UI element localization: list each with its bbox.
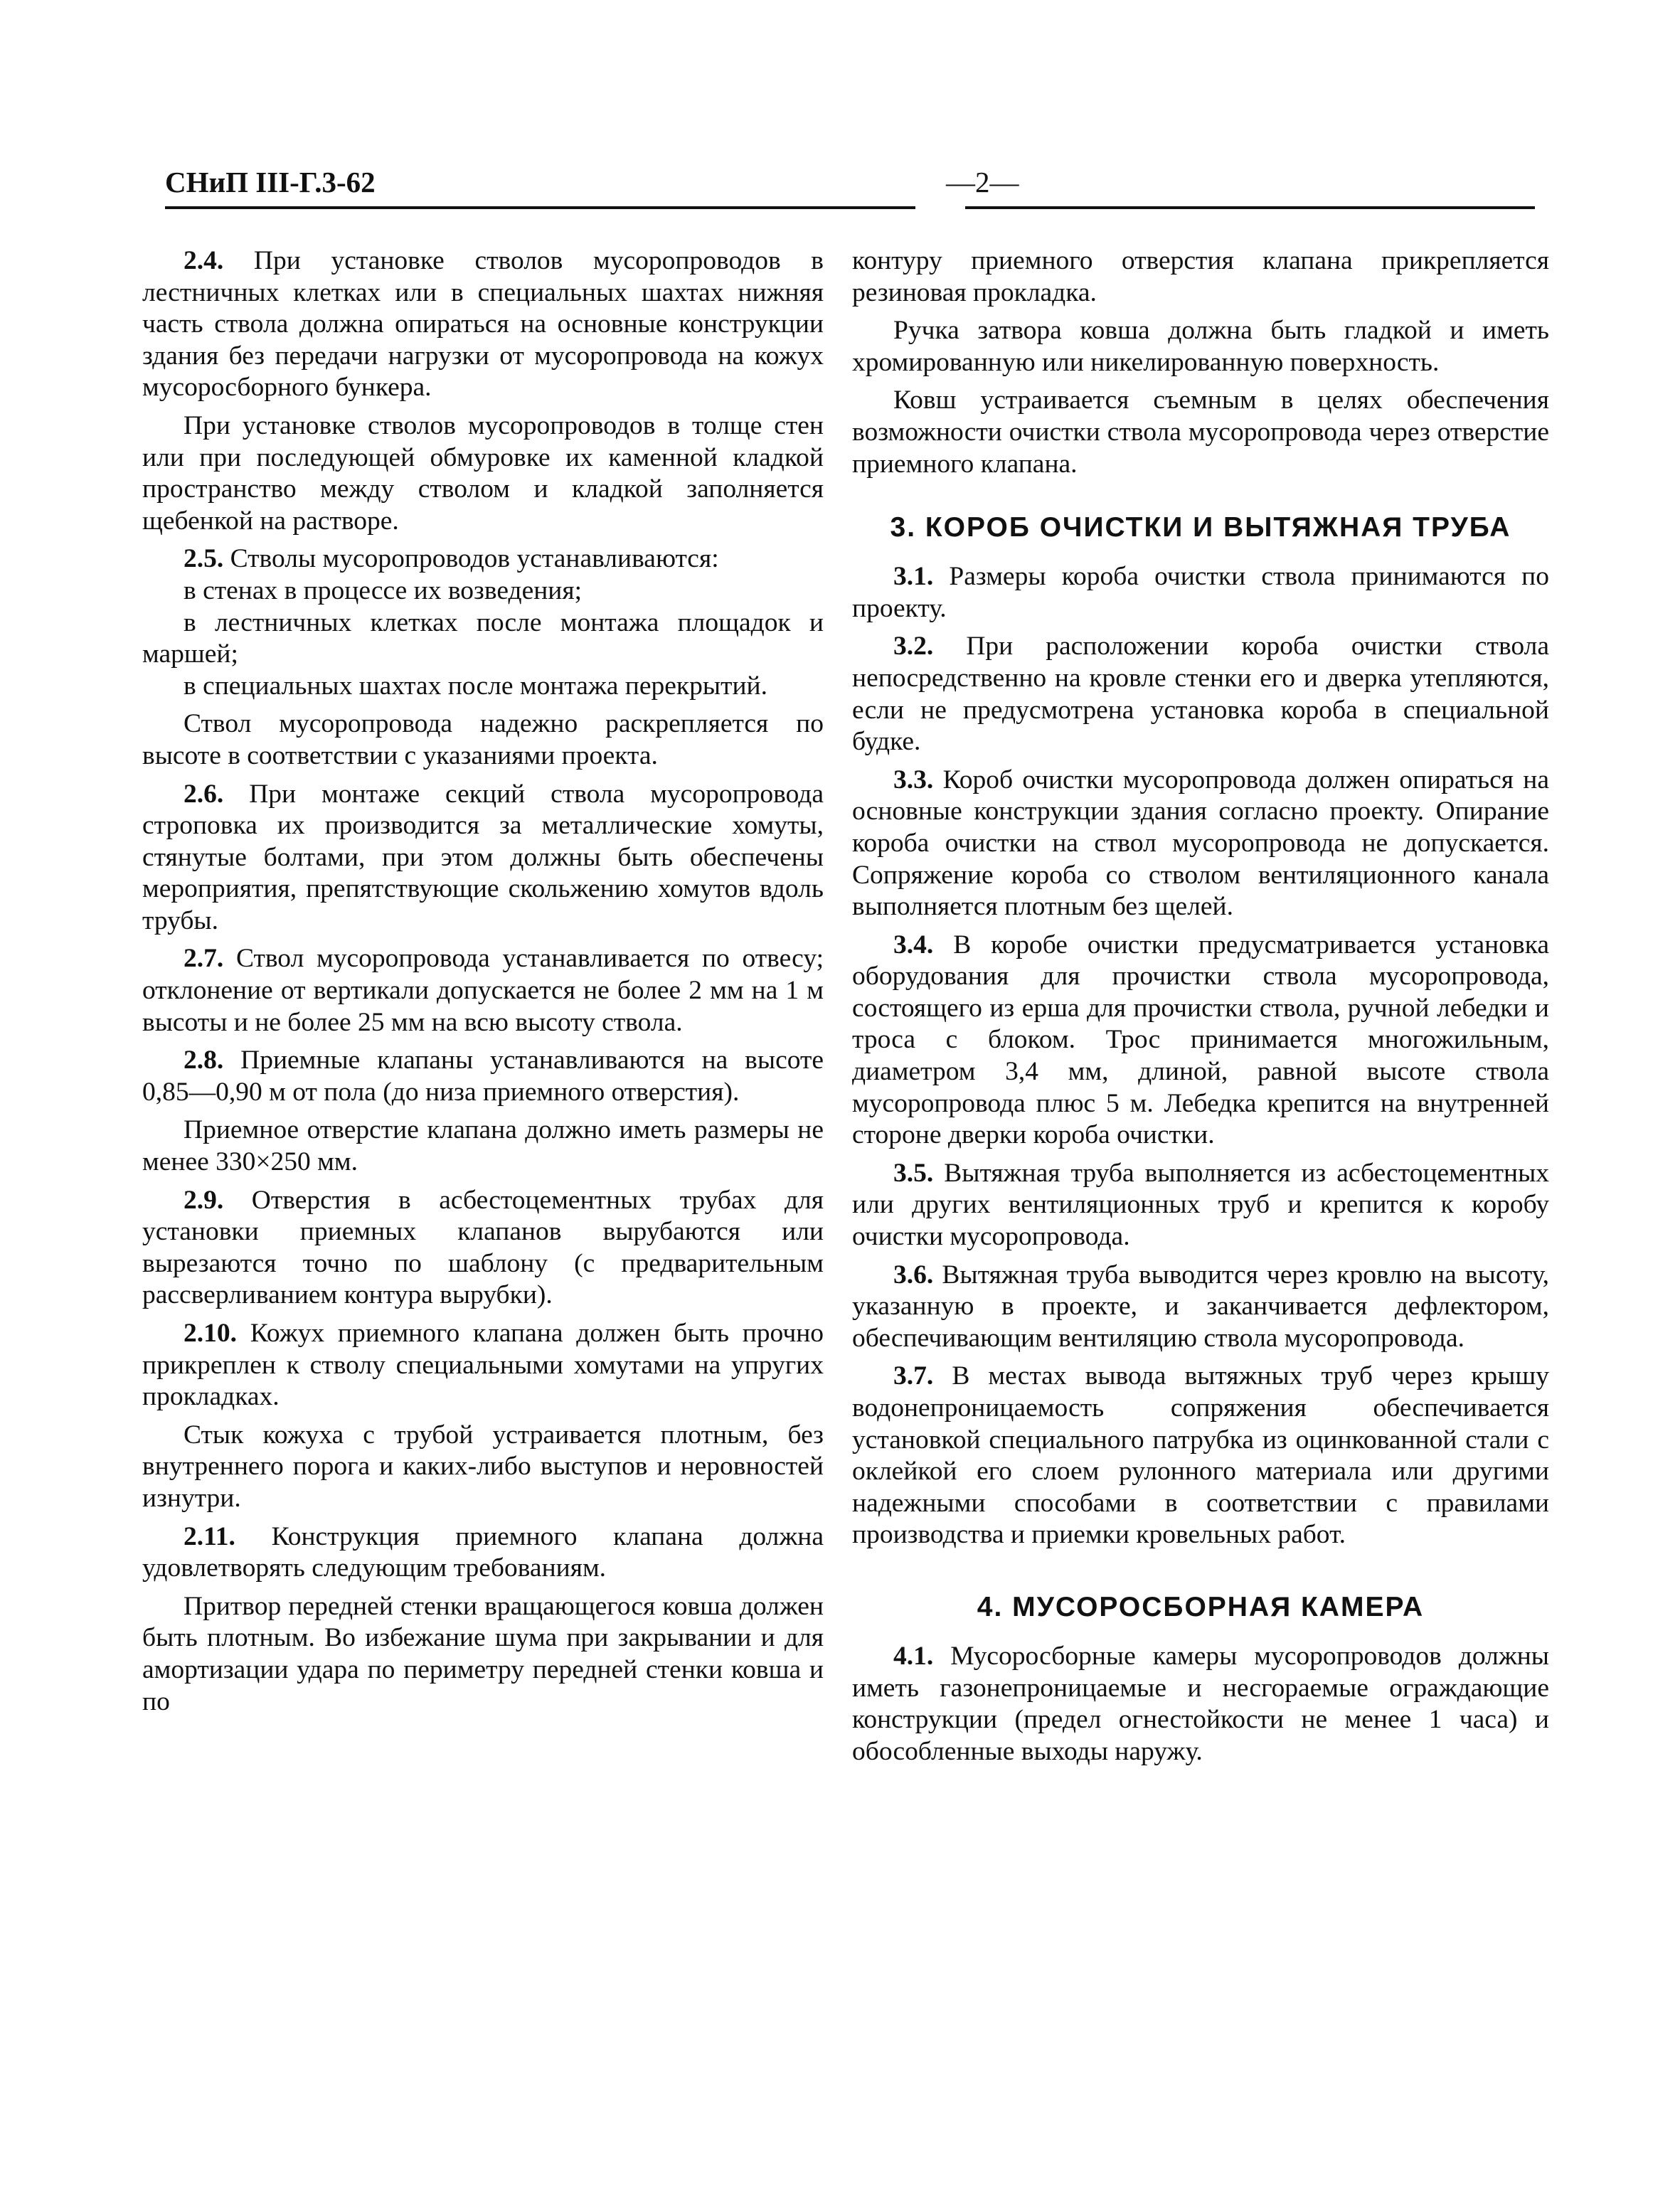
paragraph-2-4	[142, 245, 824, 404]
paragraph	[142, 1420, 824, 1515]
page-header	[165, 165, 1535, 215]
paragraph-number: 2.11.	[184, 1521, 235, 1551]
paragraph-text: Ручка затвора ковша должна быть гладкой и иметь хромированную или никелированную поверхность.	[852, 316, 1549, 377]
header-rule-left	[165, 206, 915, 209]
paragraph	[142, 1591, 824, 1718]
paragraph-text: Приемные клапаны устанавливаются на высоте 0,85—0,90 м от пола (до низа приемного отверстия).	[142, 1046, 824, 1107]
paragraph-text: Вытяжная труба выводится через кровлю на высоту, указанную в проекте, и заканчивается дефлектором, обеспечивающим вентиляцию ствола мусоропровода.	[852, 1260, 1549, 1353]
section-3-heading: 3. КОРОБ ОЧИСТКИ И ВЫТЯЖНАЯ ТРУБА	[890, 512, 1511, 543]
paragraph	[142, 1115, 824, 1178]
paragraph-text: в лестничных клетках после монтажа площадок и маршей;	[142, 607, 824, 669]
paragraph-2-7	[142, 943, 824, 1038]
paragraph-2-9	[142, 1185, 824, 1312]
paragraph-number: 3.7.	[893, 1361, 934, 1391]
paragraph-text: Притвор передней стенки вращающегося ковша должен быть плотным. Во избежание шума при закрывании и для амортизации удара по периметру передней стенки ковша и по	[142, 1591, 824, 1716]
paragraph-text: Вытяжная труба выполняется из асбестоцементных или других вентиляционных труб и крепится к коробу очистки мусоропровода.	[852, 1158, 1550, 1252]
paragraph-number: 2.10.	[184, 1319, 237, 1348]
paragraph-text: Отверстия в асбестоцементных трубах для установки приемных клапанов вырубаются или вырезаются точно по шаблону (с предварительным рассверливанием контура вырубки).	[142, 1185, 824, 1310]
section-4-heading: 4. МУСОРОСБОРНАЯ КАМЕРА	[977, 1591, 1425, 1622]
paragraph-text: Стык кожуха с трубой устраивается плотным, без внутреннего порога и каких-либо выступов и неровностей изнутри.	[142, 1420, 824, 1513]
paragraph-continuation	[852, 245, 1549, 309]
paragraph-text: Размеры короба очистки ствола принимаются по проекту.	[852, 562, 1550, 623]
paragraph-text: При монтаже секций ствола мусоропровода строповка их производится за металлические хомуты, стянутые болтами, при этом должны быть обеспечены мероприятия, препятствующие скольжению хомутов вдоль трубы.	[142, 779, 824, 935]
paragraph-number: 2.5.	[184, 544, 224, 574]
paragraph-number: 3.2.	[893, 632, 934, 661]
paragraph-text: В коробе очистки предусматривается установка оборудования для прочистки ствола мусоропровода, состоящего из ерша для прочистки ствола, ручной лебедки и троса с блоком. Трос принимается многожильным, диаметром 3,4 мм, длиной, равной высоте ствола мусоропровода плюс 5 м. Лебедка крепится на внутренней стороне дверки короба очистки.	[852, 930, 1549, 1150]
paragraph-text: Кожух приемного клапана должен быть прочно прикреплен к стволу специальными хомутами на упругих прокладках.	[142, 1319, 824, 1412]
paragraph-text: Мусоросборные камеры мусоропроводов должны иметь газонепроницаемые и несгораемые ограждающие конструкции (предел огнестойкости не менее 1 часа) и обособленные выходы наружу.	[852, 1641, 1550, 1766]
paragraph	[852, 385, 1549, 480]
left-column	[142, 245, 824, 1724]
paragraph-number: 3.6.	[893, 1260, 934, 1290]
header-rule-right	[965, 206, 1535, 209]
list-item	[142, 607, 824, 671]
paragraph-text: При установке стволов мусоропроводов в лестничных клетках или в специальных шахтах нижняя часть ствола должна опираться на основные конструкции здания без передачи нагрузки от мусоропровода на кожух мусоросборного бункера.	[142, 246, 824, 403]
right-column	[852, 245, 1549, 1774]
paragraph-3-2	[852, 631, 1549, 757]
paragraph-3-6	[852, 1260, 1549, 1355]
paragraph-text: в специальных шахтах после монтажа перекрытий.	[184, 671, 767, 701]
paragraph-3-7	[852, 1361, 1549, 1551]
paragraph-2-5	[142, 543, 824, 575]
paragraph-text: Ствол мусоропровода надежно раскрепляется по высоте в соответствии с указаниями проекта.	[142, 709, 824, 770]
paragraph-number: 3.4.	[893, 930, 934, 959]
paragraph	[142, 410, 824, 537]
paragraph-3-1	[852, 561, 1549, 624]
paragraph-2-11	[142, 1521, 824, 1585]
list-item	[142, 671, 824, 703]
paragraph-text: Ствол мусоропровода устанавливается по отвесу; отклонение от вертикали допускается не более 2 мм на 1 м высоты и не более 25 мм на всю высоту ствола.	[142, 944, 824, 1037]
paragraph-number: 3.3.	[893, 765, 934, 794]
list-item	[142, 575, 824, 607]
paragraph-4-1	[852, 1641, 1549, 1767]
document-code: СНиП III-Г.3-62	[165, 166, 376, 198]
paragraph-text: В местах вывода вытяжных труб через крышу водонепроницаемость сопряжения обеспечивается установкой специального патрубка из оцинкованной стали с оклейкой его слоем рулонного материала или другими надежными способами в соответствии с правилами производства и приемки кровельных работ.	[852, 1361, 1549, 1550]
paragraph-3-3	[852, 765, 1549, 923]
paragraph-number: 3.5.	[893, 1158, 934, 1188]
paragraph-3-4	[852, 930, 1549, 1152]
paragraph-number: 2.8.	[184, 1046, 224, 1075]
page-number: —2—	[946, 166, 1019, 198]
paragraph-number: 4.1.	[893, 1641, 934, 1671]
paragraph-2-10	[142, 1318, 824, 1413]
paragraph-text: Конструкция приемного клапана должна удовлетворять следующим требованиям.	[142, 1521, 824, 1583]
paragraph-number: 2.6.	[184, 779, 224, 809]
paragraph-2-8	[142, 1045, 824, 1108]
paragraph-text: контуру приемного отверстия клапана прикрепляется резиновая прокладка.	[852, 246, 1549, 307]
paragraph-number: 2.9.	[184, 1185, 224, 1215]
paragraph-text: Приемное отверстие клапана должно иметь размеры не менее 330×250 мм.	[142, 1115, 824, 1177]
paragraph-number: 3.1.	[893, 562, 934, 592]
paragraph-text: Короб очистки мусоропровода должен опираться на основные конструкции здания согласно проекту. Опирание короба очистки на ствол мусоропровода не допускается. Сопряжение короба со стволом вентиляционного канала выполняется плотным без щелей.	[852, 765, 1549, 922]
paragraph	[852, 315, 1549, 378]
paragraph-number: 2.4.	[184, 246, 224, 275]
paragraph-text: При установке стволов мусоропроводов в толще стен или при последующей обмуровке их каменной кладкой пространство между стволом и кладкой заполняется щебенкой на растворе.	[142, 410, 824, 536]
paragraph-number: 2.7.	[184, 944, 224, 974]
paragraph-text: в стенах в процессе их возведения;	[184, 575, 583, 605]
paragraph-text: Стволы мусоропроводов устанавливаются:	[230, 544, 719, 574]
paragraph-text: Ковш устраивается съемным в целях обеспечения возможности очистки ствола мусоропровода через отверстие приемного клапана.	[852, 386, 1549, 479]
paragraph	[142, 708, 824, 772]
paragraph-text: При расположении короба очистки ствола непосредственно на кровле стенки его и дверка утепляются, если не предусмотрена установка короба в специальной будке.	[852, 632, 1550, 757]
paragraph-3-5	[852, 1158, 1549, 1253]
paragraph-2-6	[142, 779, 824, 937]
